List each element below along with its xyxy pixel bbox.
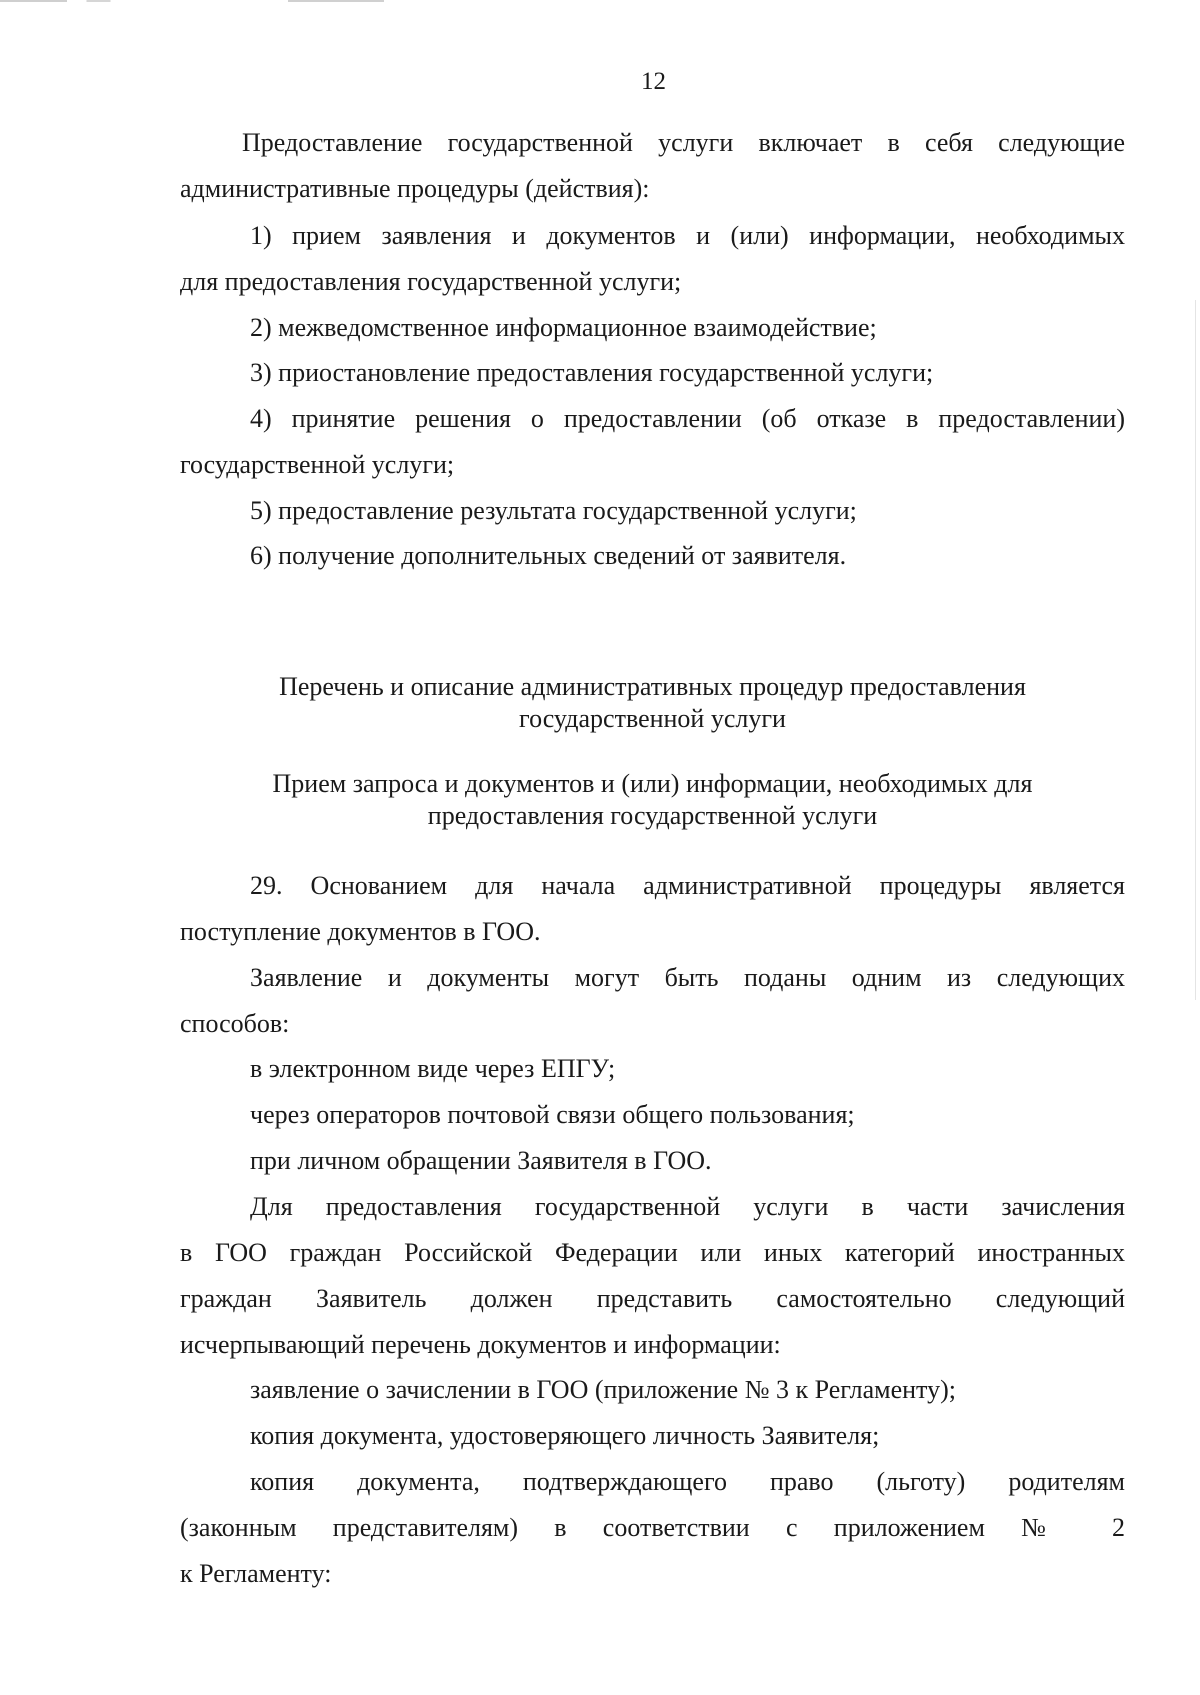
procedure-2-line-1: 2) межведомственное информационное взаимодействие;: [250, 313, 877, 342]
procedure-4-line-1: 4) принятие решения о предоставлении (об отказе в предоставлении): [250, 404, 1125, 433]
docs-intro-line-1: Для предоставления государственной услуги в части зачисления: [250, 1192, 1125, 1221]
intro-line-2: административные процедуры (действия):: [180, 174, 650, 203]
para29-line-2: поступление документов в ГОО.: [180, 917, 541, 946]
heading2-line-1: Прием запроса и документов и (или) информации, необходимых для: [272, 769, 1033, 798]
docs-intro-line-4: исчерпывающий перечень документов и информации:: [180, 1330, 781, 1359]
procedure-item-2: [180, 305, 1125, 351]
section-heading-intake: [180, 768, 1125, 832]
intro-line-1: Предоставление государственной услуги включает в себя следующие: [242, 128, 1125, 157]
heading1-line-2: государственной услуги: [519, 704, 786, 733]
submission-methods-intro: [180, 955, 1125, 1047]
documents-intro-paragraph: [180, 1184, 1125, 1368]
paragraph-29: [180, 863, 1125, 955]
procedure-5-line-1: 5) предоставление результата государственной услуги;: [250, 496, 857, 525]
submission-method-2: [180, 1092, 1125, 1138]
heading1-line-1: Перечень и описание административных процедур предоставления: [279, 672, 1026, 701]
procedure-1-line-1: 1) прием заявления и документов и (или) информации, необходимых: [250, 221, 1125, 250]
submission-method-1: [180, 1046, 1125, 1092]
method-1-text: в электронном виде через ЕПГУ;: [250, 1054, 616, 1083]
procedure-1-line-2: для предоставления государственной услуги;: [180, 267, 682, 296]
procedure-item-3: [180, 350, 1125, 396]
page-number: 12: [641, 68, 666, 95]
intro-paragraph: [180, 120, 1125, 212]
procedure-3-line-1: 3) приостановление предоставления государственной услуги;: [250, 358, 934, 387]
methods-intro-line-1: Заявление и документы могут быть поданы одним из следующих: [250, 963, 1125, 992]
document-item-2: [180, 1413, 1125, 1459]
procedure-item-1: [180, 213, 1125, 305]
scan-edge-artifact: [0, 0, 480, 2]
procedure-item-6: [180, 533, 1125, 579]
scan-edge-artifact-right: [1195, 300, 1196, 1000]
procedure-6-line-1: 6) получение дополнительных сведений от заявителя.: [250, 541, 847, 570]
doc-2-line-1: копия документа, удостоверяющего личность Заявителя;: [250, 1421, 880, 1450]
document-item-1: [180, 1367, 1125, 1413]
heading2-line-2: предоставления государственной услуги: [427, 801, 878, 830]
procedure-item-5: [180, 488, 1125, 534]
document-item-3: [180, 1459, 1125, 1597]
procedure-4-line-2: государственной услуги;: [180, 450, 455, 479]
section-heading-procedures: [180, 671, 1125, 735]
doc-3-line-2: (законным представителям) в соответствии с приложением № 2: [180, 1513, 1125, 1542]
doc-3-line-3: к Регламенту:: [180, 1559, 332, 1588]
method-2-text: через операторов почтовой связи общего пользования;: [250, 1100, 855, 1129]
doc-3-line-1: копия документа, подтверждающего право (льготу) родителям: [250, 1467, 1125, 1496]
para29-line-1: 29. Основанием для начала административной процедуры является: [250, 871, 1125, 900]
procedure-item-4: [180, 396, 1125, 488]
docs-intro-line-3: граждан Заявитель должен представить самостоятельно следующий: [180, 1284, 1125, 1313]
methods-intro-line-2: способов:: [180, 1009, 290, 1038]
method-3-text: при личном обращении Заявителя в ГОО.: [250, 1146, 712, 1175]
doc-1-line-1: заявление о зачислении в ГОО (приложение № 3 к Регламенту);: [250, 1375, 956, 1404]
docs-intro-line-2: в ГОО граждан Российской Федерации или иных категорий иностранных: [180, 1238, 1125, 1267]
submission-method-3: [180, 1138, 1125, 1184]
